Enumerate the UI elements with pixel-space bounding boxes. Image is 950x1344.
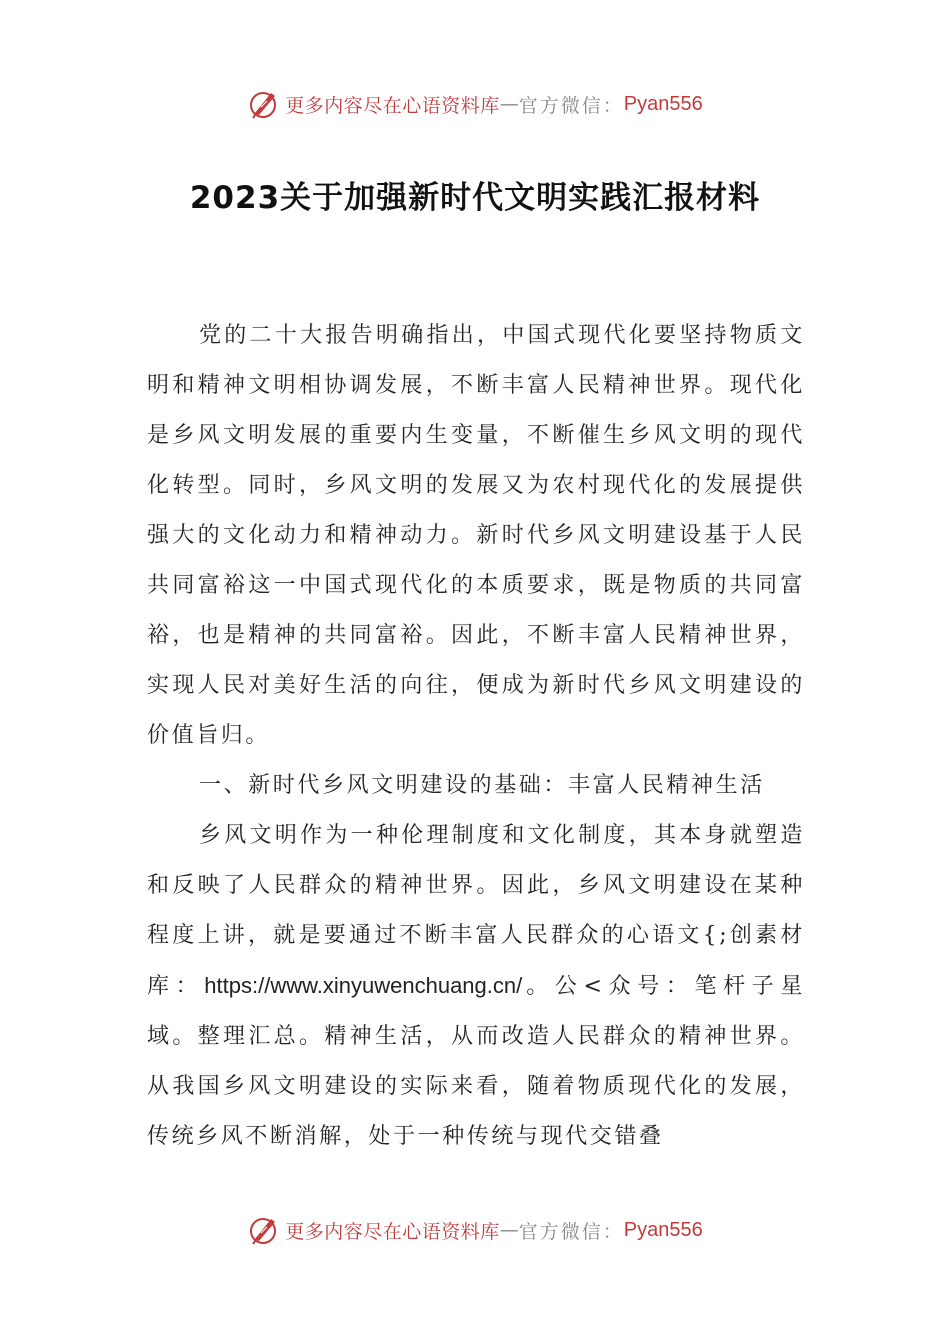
banner-slogan: 更多内容尽在心语资料库 <box>285 94 500 117</box>
paragraph-2-text-a: 乡风文明作为一种伦理制度和文化制度，其本身就塑造和反映了人民群众的精神世界。因此，乡风文明建设在某种程度上讲，就是要通过不断丰富人民群众的心语文{;创素材库： <box>147 823 805 999</box>
quill-pen-icon <box>247 1213 281 1247</box>
footer-banner-slogan: 更多内容尽在心语资料库 <box>285 1220 500 1243</box>
document-title: 2023关于加强新时代文明实践汇报材料 <box>189 180 761 216</box>
banner-dash: — <box>499 93 519 115</box>
section-heading-1: 一、新时代乡风文明建设的基础：丰富人民精神生活 <box>199 773 765 798</box>
paragraph-2 <box>147 811 805 1162</box>
banner-wechat-label: 官方微信： <box>518 94 624 117</box>
quill-pen-icon <box>247 87 281 121</box>
footer-banner-dash: — <box>499 1219 519 1241</box>
paragraph-2-text-b: 。公<众号：笔杆子星域。整理汇总。精神生活，从而改造人民群众的精神世界。从我国乡风文明建设的实际来看，随着物质现代化的发展，传统乡风不断消解，处于一种传统与现代交错叠 <box>147 974 806 1149</box>
document-body <box>147 311 805 1162</box>
paragraph-1: 党的二十大报告明确指出，中国式现代化要坚持物质文明和精神文明相协调发展，不断丰富人民精神世界。现代化是乡风文明发展的重要内生变量，不断催生乡风文明的现代化转型。同时，乡风文明的发展又为农村现代化的发展提供强大的文化动力和精神动力。新时代乡风文明建设基于人民共同富裕这一中国式现代化的本质要求，既是物质的共同富裕，也是精神的共同富裕。因此，不断丰富人民精神世界，实现人民对美好生活的向往，便成为新时代乡风文明建设的价值旨归。 <box>147 323 805 748</box>
footer-banner-wechat-label: 官方微信： <box>518 1220 624 1243</box>
footer-watermark-banner <box>0 1210 950 1250</box>
footer-banner-wechat-id: Pyan556 <box>623 1218 703 1241</box>
banner-wechat-id: Pyan556 <box>623 92 703 115</box>
header-watermark-banner <box>0 84 950 124</box>
paragraph-2-url: https://www.xinyuwenchuang.cn/ <box>204 973 523 998</box>
